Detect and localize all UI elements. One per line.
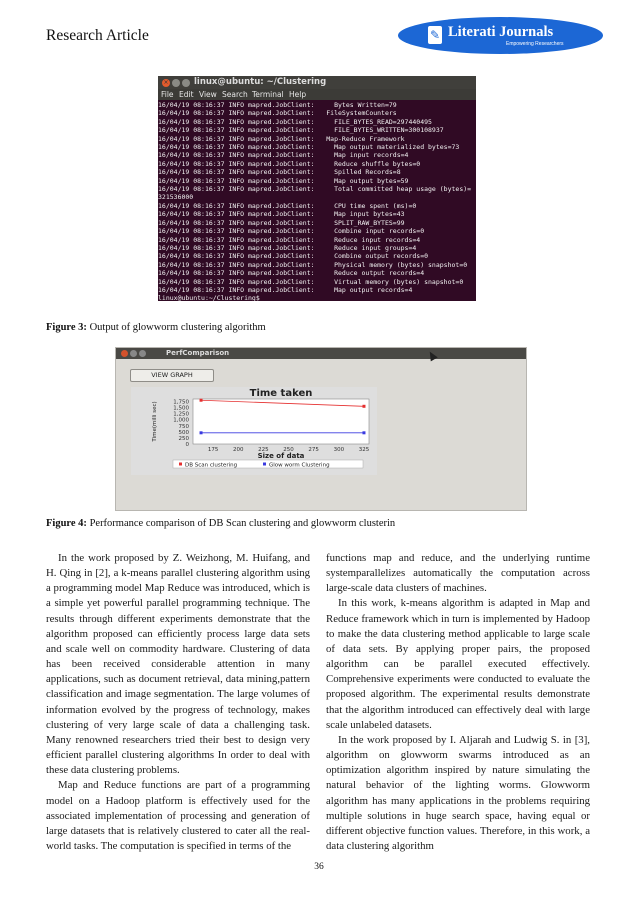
figure3-caption-label: Figure 3: bbox=[46, 322, 87, 333]
paragraph: Map and Reduce functions are part of a programming model on a Hadoop platform is effectively used for the associated implementation of processing and generation of large datasets that is relatively clustered to cater all the real-world tasks. The computation is specified in terms of the bbox=[46, 779, 310, 852]
paragraph: In the work proposed by Z. Weizhong, M. Huifang, and H. Qing in [2], a k-means parallel clustering algorithm using a programming model Map Reduce was introduced, which is a simple yet powerful parallel programming technique. The results through different experiments demonstrate that the algorithm proposed can efficiently process large data sets and scale well on commodity hardware. Clustering of data has been received considerable attention in many applications, such as document retrieval, data mining,pattern classification and image segmentation. The large volumes of information evolved by the progress of technology, makes clustering of very large scale of data a challenging task. Many renowned researchers tried their best to design very efficient parallel clustering algorithms In order to deal with these data clustering problems. bbox=[46, 552, 310, 777]
minimize-icon[interactable] bbox=[130, 350, 137, 357]
x-tick-label: 300 bbox=[333, 447, 345, 453]
journal-logo bbox=[398, 17, 603, 54]
terminal-line: 16/04/19 08:16:37 INFO mapred.JobClient: Map output records=4 bbox=[158, 285, 413, 294]
figure3-caption-text: Output of glowworm clustering algorithm bbox=[86, 322, 266, 333]
data-point bbox=[362, 405, 365, 408]
y-tick-label: 0 bbox=[185, 442, 189, 448]
y-tick-label: 1,750 bbox=[173, 399, 189, 406]
y-tick-label: 1,250 bbox=[173, 411, 189, 418]
body-column-left bbox=[46, 551, 310, 854]
x-tick-label: 325 bbox=[358, 447, 370, 453]
data-point bbox=[200, 399, 203, 402]
menu-file[interactable]: File bbox=[161, 90, 174, 99]
legend-marker bbox=[263, 463, 266, 466]
paragraph: In this work, k-means algorithm is adapted in Map and Reduce framework which in turn is implemented by Hadoop to make the data clustering method applicable to large scale of data sets. By applying proper pairs, the proposed algorithm can be parallel executed effectively. Comprehensive experiments were conducted to evaluate the proposed algorithm. The experimental results demonstrate that the algorithm introduced can effectively deal with large scale unlabeled datasets. bbox=[326, 597, 590, 731]
document-icon: ✎ bbox=[429, 28, 441, 42]
terminal-line: 16/04/19 08:16:37 INFO mapred.JobClient: Map-Reduce Framework bbox=[158, 134, 405, 143]
maximize-icon[interactable] bbox=[182, 79, 190, 87]
terminal-title: linux@ubuntu: ~/Clustering bbox=[194, 77, 327, 87]
menu-search[interactable]: Search bbox=[222, 90, 248, 99]
y-tick-label: 1,000 bbox=[173, 417, 189, 424]
perf-title: PerfComparison bbox=[166, 349, 230, 357]
y-axis-label: Time(milli sec) bbox=[152, 401, 158, 442]
maximize-icon[interactable] bbox=[139, 350, 146, 357]
terminal-line: 16/04/19 08:16:37 INFO mapred.JobClient: Reduce shuffle bytes=0 bbox=[158, 159, 421, 168]
menu-view[interactable]: View bbox=[199, 90, 217, 99]
terminal-output[interactable] bbox=[158, 101, 476, 301]
x-tick-label: 225 bbox=[258, 447, 269, 453]
terminal-line: 16/04/19 08:16:37 INFO mapred.JobClient: Map input records=4 bbox=[158, 151, 409, 160]
terminal-line: 16/04/19 08:16:37 INFO mapred.JobClient: Physical memory (bytes) snapshot=0 bbox=[158, 260, 468, 269]
minimize-icon[interactable] bbox=[172, 79, 180, 87]
terminal-window bbox=[158, 76, 476, 301]
chart-title: Time taken bbox=[249, 388, 313, 399]
terminal-line: 16/04/19 08:16:37 INFO mapred.JobClient: Virtual memory (bytes) snapshot=0 bbox=[158, 277, 464, 286]
terminal-line: 16/04/19 08:16:37 INFO mapred.JobClient: Reduce input records=4 bbox=[158, 235, 421, 244]
perf-titlebar bbox=[116, 348, 526, 359]
journal-section-label: Research Article bbox=[46, 27, 149, 44]
terminal-line: 16/04/19 08:16:37 INFO mapred.JobClient: FileSystemCounters bbox=[158, 109, 397, 118]
terminal-line: 16/04/19 08:16:37 INFO mapred.JobClient: Total committed heap usage (bytes)= bbox=[158, 185, 472, 194]
body-column-right bbox=[326, 551, 590, 854]
figure3-caption bbox=[46, 322, 266, 333]
y-tick-label: 250 bbox=[178, 435, 189, 442]
x-tick-label: 275 bbox=[308, 447, 319, 453]
logo-name: Literati Journals bbox=[448, 24, 554, 40]
terminal-line: 16/04/19 08:16:37 INFO mapred.JobClient: Map output bytes=59 bbox=[158, 176, 409, 185]
terminal-menubar bbox=[158, 89, 476, 100]
terminal-line: 16/04/19 08:16:37 INFO mapred.JobClient: Map input bytes=43 bbox=[158, 210, 405, 219]
terminal-line: 16/04/19 08:16:37 INFO mapred.JobClient: Map output materialized bytes=73 bbox=[158, 143, 460, 152]
close-icon[interactable]: × bbox=[163, 79, 169, 86]
menu-terminal[interactable]: Terminal bbox=[252, 90, 284, 99]
terminal-titlebar bbox=[158, 76, 476, 89]
legend-marker bbox=[179, 463, 182, 466]
y-tick-label: 1,500 bbox=[173, 405, 189, 412]
terminal-line: 16/04/19 08:16:37 INFO mapred.JobClient: FILE_BYTES_READ=297440495 bbox=[158, 117, 432, 126]
paragraph: In the work proposed by I. Aljarah and Ludwig S. in [3], algorithm on glowworm swarms introduced as an optimization algorithm inspired by nature simulating the natural behavior of the lighting worms. Glowworm algorithm has many applications in the problems requiring multiple solutions in huge search space, having equal or different objective function values. Therefore, in this work, a data clustering algorithm bbox=[326, 733, 590, 852]
figure4-caption-label: Figure 4: bbox=[46, 518, 87, 529]
terminal-line: 16/04/19 08:16:37 INFO mapred.JobClient: Spilled Records=8 bbox=[158, 168, 401, 177]
data-point bbox=[200, 431, 203, 434]
terminal-line: 321536000 bbox=[158, 193, 194, 202]
legend-label: Glow worm Clustering bbox=[269, 462, 330, 469]
x-tick-label: 175 bbox=[207, 447, 219, 453]
menu-edit[interactable]: Edit bbox=[179, 90, 194, 99]
terminal-line: 16/04/19 08:16:37 INFO mapred.JobClient: SPLIT_RAW_BYTES=99 bbox=[158, 218, 405, 227]
terminal-line: 16/04/19 08:16:37 INFO mapred.JobClient: FILE_BYTES_WRITTEN=300108937 bbox=[158, 126, 444, 135]
terminal-line: 16/04/19 08:16:37 INFO mapred.JobClient: CPU time spent (ms)=0 bbox=[158, 201, 417, 210]
figure4-caption bbox=[46, 518, 395, 529]
y-tick-label: 500 bbox=[178, 429, 189, 436]
terminal-line: 16/04/19 08:16:37 INFO mapred.JobClient: Reduce input groups=4 bbox=[158, 243, 417, 252]
terminal-line: 16/04/19 08:16:37 INFO mapred.JobClient: Reduce output records=4 bbox=[158, 269, 425, 278]
terminal-line: 16/04/19 08:16:37 INFO mapred.JobClient: Combine input records=0 bbox=[158, 227, 425, 236]
x-tick-label: 250 bbox=[283, 447, 294, 453]
legend-label: DB Scan clustering bbox=[185, 462, 238, 469]
terminal-line: linux@ubuntu:~/Clustering$ bbox=[158, 294, 264, 301]
close-icon[interactable] bbox=[121, 350, 128, 357]
chart-panel bbox=[131, 387, 377, 475]
y-tick-label: 750 bbox=[178, 423, 189, 430]
data-point bbox=[362, 431, 365, 434]
logo-tagline: Empowering Researchers bbox=[506, 41, 564, 47]
x-axis-label: Size of data bbox=[257, 452, 305, 460]
view-graph-button[interactable]: VIEW GRAPH bbox=[130, 369, 214, 382]
x-tick-label: 200 bbox=[233, 447, 244, 453]
time-taken-chart bbox=[131, 387, 377, 475]
terminal-line: 16/04/19 08:16:37 INFO mapred.JobClient: Bytes Written=79 bbox=[158, 101, 397, 109]
page-number: 36 bbox=[314, 862, 324, 872]
terminal-line: 16/04/19 08:16:37 INFO mapred.JobClient: Combine output records=0 bbox=[158, 252, 429, 261]
menu-help[interactable]: Help bbox=[289, 90, 307, 99]
figure4-caption-text: Performance comparison of DB Scan clustering and glowworm clusterin bbox=[86, 518, 396, 529]
perf-comparison-window bbox=[115, 347, 527, 511]
paragraph: functions map and reduce, and the underlying runtime systemparallelizes automatically the computation across large-scale data clusters of machines. bbox=[326, 552, 590, 595]
